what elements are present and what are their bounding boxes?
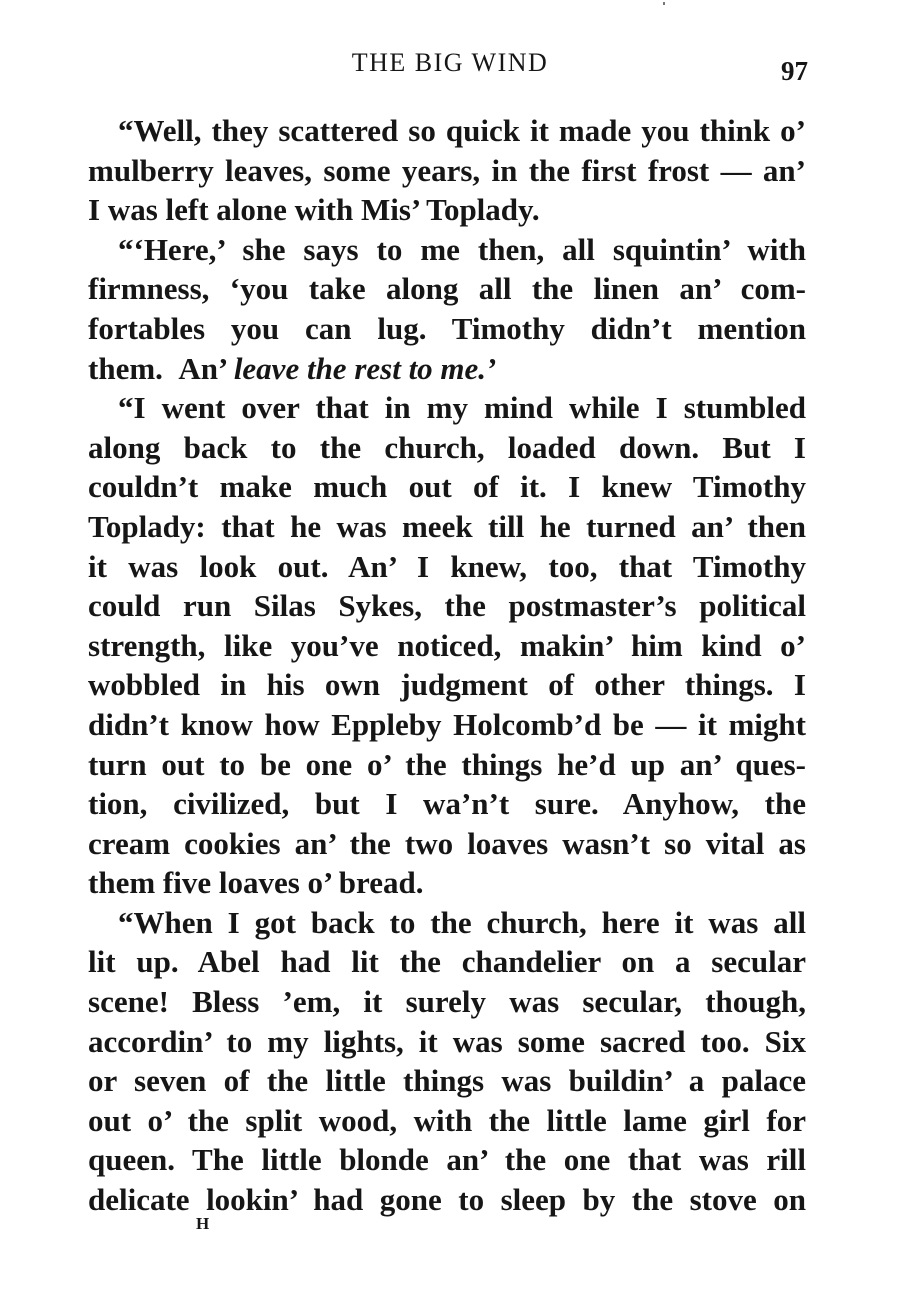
body-text bbox=[88, 111, 806, 1220]
text-line: tion, civilized, but I wa’n’t sure. Anyhow, the bbox=[88, 786, 806, 822]
text-line: delicate lookin’ had gone to sleep by the stove on bbox=[88, 1182, 806, 1218]
text-line: “When I got back to the church, here it was all bbox=[118, 904, 806, 940]
text-line: it was look out. An’ I knew, too, that Timothy bbox=[88, 548, 806, 584]
text-line: “Well, they scattered so quick it made you think o’ bbox=[118, 113, 806, 148]
text-line: out o’ the split wood, with the little lame girl for bbox=[88, 1102, 806, 1138]
text-line: “‘Here,’ she says to me then, all squintin’ with bbox=[118, 231, 806, 267]
running-head: THE BIG WIND bbox=[351, 48, 549, 77]
text-line: queen. The little blonde an’ the one that was rill bbox=[88, 1142, 806, 1178]
text-line: could run Silas Sykes, the postmaster’s political bbox=[88, 588, 806, 624]
text-line: scene! Bless ’em, it surely was secular, though, bbox=[88, 984, 806, 1020]
text-line: fortables you can lug. Timothy didn’t mention bbox=[88, 310, 806, 346]
text-line: mulberry leaves, some years, in the first frost — an’ bbox=[88, 152, 806, 188]
text-line: accordin’ to my lights, it was some sacred too. Six bbox=[88, 1023, 806, 1059]
text-line: couldn’t make much out of it. I knew Timothy bbox=[88, 469, 806, 505]
text-line: lit up. Abel had lit the chandelier on a secular bbox=[88, 944, 806, 980]
text-line: along back to the church, loaded down. But I bbox=[88, 429, 806, 465]
text-line: turn out to be one o’ the things he’d up an’ ques- bbox=[88, 746, 806, 782]
stray-ink-mark bbox=[663, 2, 665, 5]
text-line: strength, like you’ve noticed, makin’ him kind o’ bbox=[88, 627, 806, 663]
text-line: “I went over that in my mind while I stumbled bbox=[118, 390, 806, 426]
italic-text-fragment: leave the rest to me.’ bbox=[233, 350, 497, 386]
text-line: Toplady: that he was meek till he turned an’ then bbox=[88, 508, 806, 544]
text-line: or seven of the little things was buildin’ a palace bbox=[88, 1063, 806, 1099]
text-line: wobbled in his own judgment of other things. I bbox=[88, 667, 806, 703]
text-line: didn’t know how Eppleby Holcomb’d be — it might bbox=[88, 706, 806, 742]
text-line-mixed bbox=[88, 349, 806, 389]
signature-mark: H bbox=[196, 1214, 211, 1233]
text-line: I was left alone with Mis’ Toplady. bbox=[88, 192, 540, 228]
text-line: cream cookies an’ the two loaves wasn’t so vital as bbox=[88, 825, 806, 861]
page-number: 97 bbox=[781, 56, 808, 86]
text-fragment: them. bbox=[88, 350, 163, 386]
text-line: them five loaves o’ bread. bbox=[88, 865, 424, 901]
text-line: firmness, ‘you take along all the linen an’ com- bbox=[88, 271, 806, 307]
text-fragment: An’ bbox=[178, 350, 227, 386]
